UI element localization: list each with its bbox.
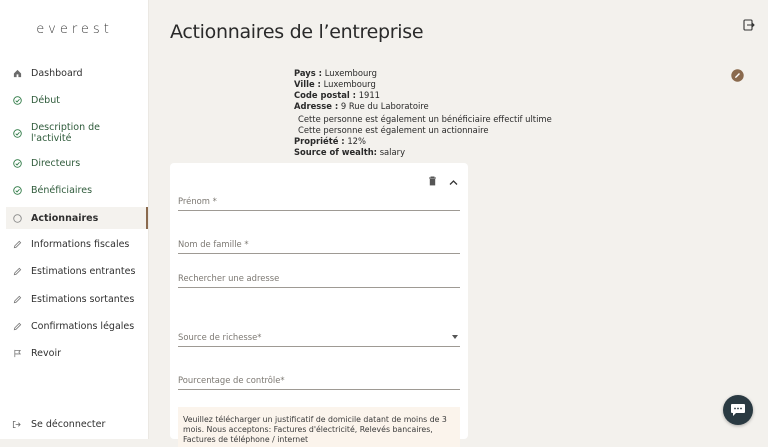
sidebar-item-estimations-entrantes[interactable] <box>6 266 148 277</box>
trash-icon[interactable] <box>428 171 437 190</box>
check-circle-icon <box>12 159 22 169</box>
home-icon <box>12 69 22 79</box>
lastname-input[interactable] <box>178 238 460 254</box>
chevron-up-icon[interactable] <box>449 171 458 190</box>
summary-postal: Code postal : 1911 <box>294 90 381 100</box>
sidebar-item-confirmations-legales[interactable] <box>6 321 148 332</box>
control-percent-input[interactable] <box>178 374 460 390</box>
summary-note-shareholder: Cette personne est également un actionnaire <box>298 125 489 135</box>
sidebar-item-label: Actionnaires <box>31 212 99 224</box>
edit-shareholder-icon[interactable] <box>731 67 744 86</box>
pencil-icon <box>12 322 22 332</box>
sidebar-item-label: Estimations sortantes <box>31 294 135 305</box>
sidebar-item-revoir[interactable] <box>6 348 148 359</box>
sidebar <box>0 0 149 439</box>
sidebar-item-beneficiaires[interactable] <box>6 185 148 196</box>
summary-address: Adresse : 9 Rue du Laboratoire <box>294 101 429 111</box>
sidebar-item-label: Bénéficiaires <box>31 185 93 196</box>
firstname-input[interactable] <box>178 195 460 211</box>
address-search-label: Rechercher une adresse <box>178 273 280 283</box>
sidebar-item-dashboard[interactable] <box>6 68 148 79</box>
flag-icon <box>12 349 22 359</box>
sidebar-item-estimations-sortantes[interactable] <box>6 294 148 305</box>
proof-of-address-info: Veuillez télécharger un justificatif de domicile datant de moins de 3 mois. Nous acceptons: Factures d'électricité, Relevés bancaires, Factures de téléphone / internet <box>178 407 460 447</box>
sidebar-item-directeurs[interactable] <box>6 158 148 169</box>
firstname-label: Prénom * <box>178 196 217 206</box>
sidebar-item-actionnaires[interactable] <box>6 207 148 229</box>
sidebar-item-label: Confirmations légales <box>31 321 135 332</box>
sidebar-item-description[interactable] <box>6 122 116 144</box>
app-logo: everest <box>36 22 113 37</box>
pencil-icon <box>12 295 22 305</box>
sidebar-item-debut[interactable] <box>6 95 148 106</box>
check-circle-icon <box>12 128 22 138</box>
check-circle-icon <box>12 96 22 106</box>
sidebar-item-label: Dashboard <box>31 68 83 79</box>
logout-top-icon[interactable] <box>743 16 755 35</box>
sidebar-item-label: Estimations entrantes <box>31 266 136 277</box>
wealth-source-select[interactable] <box>178 331 460 347</box>
shareholder-summary <box>294 68 552 158</box>
summary-note-ubo: Cette personne est également un bénéficiaire effectif ultime <box>298 114 552 124</box>
sidebar-item-label: Directeurs <box>31 158 81 169</box>
dropdown-caret-icon <box>452 335 458 339</box>
pencil-icon <box>12 267 22 277</box>
control-percent-label: Pourcentage de contrôle* <box>178 375 285 385</box>
check-circle-icon <box>12 186 22 196</box>
lastname-label: Nom de famille * <box>178 239 249 249</box>
shareholder-form-card <box>170 163 468 444</box>
summary-wealth: Source of wealth: salary <box>294 147 406 157</box>
wealth-source-label: Source de richesse* <box>178 332 262 342</box>
chat-button[interactable] <box>723 395 753 425</box>
circle-icon <box>12 213 22 223</box>
chat-icon <box>730 403 746 417</box>
sidebar-item-label: Description de l'activité <box>31 122 101 144</box>
logout-icon <box>12 420 22 430</box>
summary-city: Ville : Luxembourg <box>294 79 376 89</box>
page-title: Actionnaires de l’entreprise <box>170 21 424 43</box>
summary-ownership: Propriété : 12% <box>294 136 366 146</box>
logout-label: Se déconnecter <box>31 419 106 430</box>
sidebar-item-label: Revoir <box>31 348 61 359</box>
logout-button[interactable] <box>6 419 105 430</box>
summary-country: Pays : Luxembourg <box>294 68 377 78</box>
pencil-icon <box>12 240 22 250</box>
sidebar-item-informations-fiscales[interactable] <box>6 239 148 250</box>
card-tools <box>428 171 458 190</box>
address-search-input[interactable] <box>178 272 460 288</box>
sidebar-item-label: Début <box>31 95 60 106</box>
sidebar-item-label: Informations fiscales <box>31 239 130 250</box>
